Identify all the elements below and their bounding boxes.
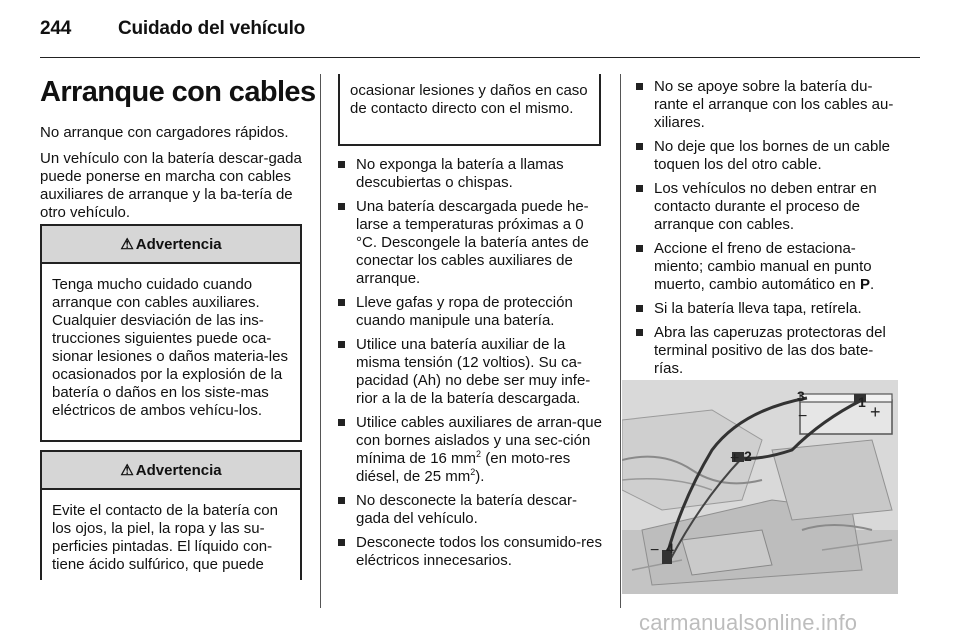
warning-box-1-title: Advertencia <box>135 235 222 253</box>
warning-box-1 <box>40 224 302 442</box>
warning-box-2-text: Evite el contacto de la batería con los ojos, la piel, la ropa y las su-perficies pintadas. El líquido con-tiene ácido sulfúrico, que puede <box>52 502 278 573</box>
bullet-list-col3 <box>636 78 902 384</box>
bullet-marker <box>636 83 643 90</box>
list-item: Los vehículos no deben entrar en contacto durante el proceso de arranque con cables. <box>636 180 902 234</box>
section-title: Cuidado del vehículo <box>118 18 306 39</box>
callout-1: 1 <box>858 394 866 410</box>
bullet-marker <box>338 497 345 504</box>
bullet-marker <box>338 539 345 546</box>
plus-sign-battery: + <box>870 402 881 422</box>
bullet-marker <box>636 143 643 150</box>
list-item: Utilice una batería auxiliar de la misma tensión (12 voltios). Su ca-pacidad (Ah) no debe ser muy infe-rior a la de la batería descargada. <box>338 336 604 408</box>
warning-box-2 <box>40 450 302 580</box>
warning-box-2-title: Advertencia <box>135 461 222 479</box>
warning-box-1-text: Tenga mucho cuidado cuando arranque con cables auxiliares. Cualquier desviación de las ins-trucciones siguientes puede oca-sionar lesiones o daños materia-les ocasionados por la explosión de la batería o daños en los siste-mas eléctricos de ambos vehícu-los. <box>52 276 288 419</box>
warning-triangle-icon: ⚠ <box>120 236 134 253</box>
list-item: No deje que los bornes de un cable toquen los del otro cable. <box>636 138 902 174</box>
intro-paragraph-2: Un vehículo con la batería descar-gada puede ponerse en marcha con cables auxiliares de arranque y la ba-tería de otro vehículo. <box>40 150 302 221</box>
warning-box-2-continued-text: ocasionar lesiones y daños en caso de contacto directo con el mismo. <box>350 82 588 117</box>
list-item: No desconecte la batería descar-gada del vehículo. <box>338 492 604 528</box>
page-heading: Arranque con cables <box>40 76 316 108</box>
list-item: Utilice cables auxiliares de arran-que con bornes aislados y una sec-ción mínima de 16 $mm^2$ (en moto-res diésel, de 25 $mm^2$). <box>338 414 604 486</box>
bullet-marker <box>338 161 345 168</box>
list-item: Abra las caperuzas protectoras del terminal positivo de las dos bate-rías. <box>636 324 902 378</box>
warning-triangle-icon: ⚠ <box>120 462 134 479</box>
intro-paragraph-1: No arranque con cargadores rápidos. <box>40 124 289 141</box>
list-item: Desconecte todos los consumido-res eléctricos innecesarios. <box>338 534 604 570</box>
header-rule <box>40 57 920 58</box>
warning-box-2-continued <box>338 74 601 146</box>
callout-2: 2 <box>744 448 752 464</box>
bullet-marker <box>338 203 345 210</box>
bullet-marker <box>338 419 345 426</box>
list-item: No exponga la batería a llamas descubiertas o chispas. <box>338 156 604 192</box>
minus-sign-ground: − <box>650 542 660 559</box>
plus-sign-terminal: + <box>730 450 740 467</box>
callout-3: 3 <box>797 388 805 404</box>
watermark: carmanualsonline.info <box>639 610 858 635</box>
bullet-marker <box>636 245 643 252</box>
list-item: Accione el freno de estaciona-miento; cambio manual en punto muerto, cambio automático en P. <box>636 240 902 294</box>
bullet-marker <box>636 305 643 312</box>
bullet-marker <box>338 341 345 348</box>
page-number: 244 <box>40 18 72 39</box>
bullet-list-col2 <box>338 156 604 576</box>
list-item: Si la batería lleva tapa, retírela. <box>636 300 902 318</box>
bullet-marker <box>636 185 643 192</box>
bullet-marker <box>636 329 643 336</box>
minus-sign-battery: − <box>798 408 808 425</box>
list-item: No se apoye sobre la batería du-rante el arranque con los cables au-xiliares. <box>636 78 902 132</box>
bullet-marker <box>338 299 345 306</box>
warning-box-1-header <box>42 226 300 264</box>
warning-box-2-header <box>42 452 300 490</box>
list-item: Una batería descargada puede he-larse a temperaturas próximas a 0 °C. Descongele la batería antes de conectar los cables auxiliares de arranque. <box>338 198 604 288</box>
list-item: Lleve gafas y ropa de protección cuando manipule una batería. <box>338 294 604 330</box>
jump-start-illustration <box>622 380 898 594</box>
callout-4: 4 <box>666 540 674 556</box>
column-divider-1 <box>320 74 321 608</box>
column-divider-2 <box>620 74 621 608</box>
engine-bay-drawing <box>622 380 898 594</box>
